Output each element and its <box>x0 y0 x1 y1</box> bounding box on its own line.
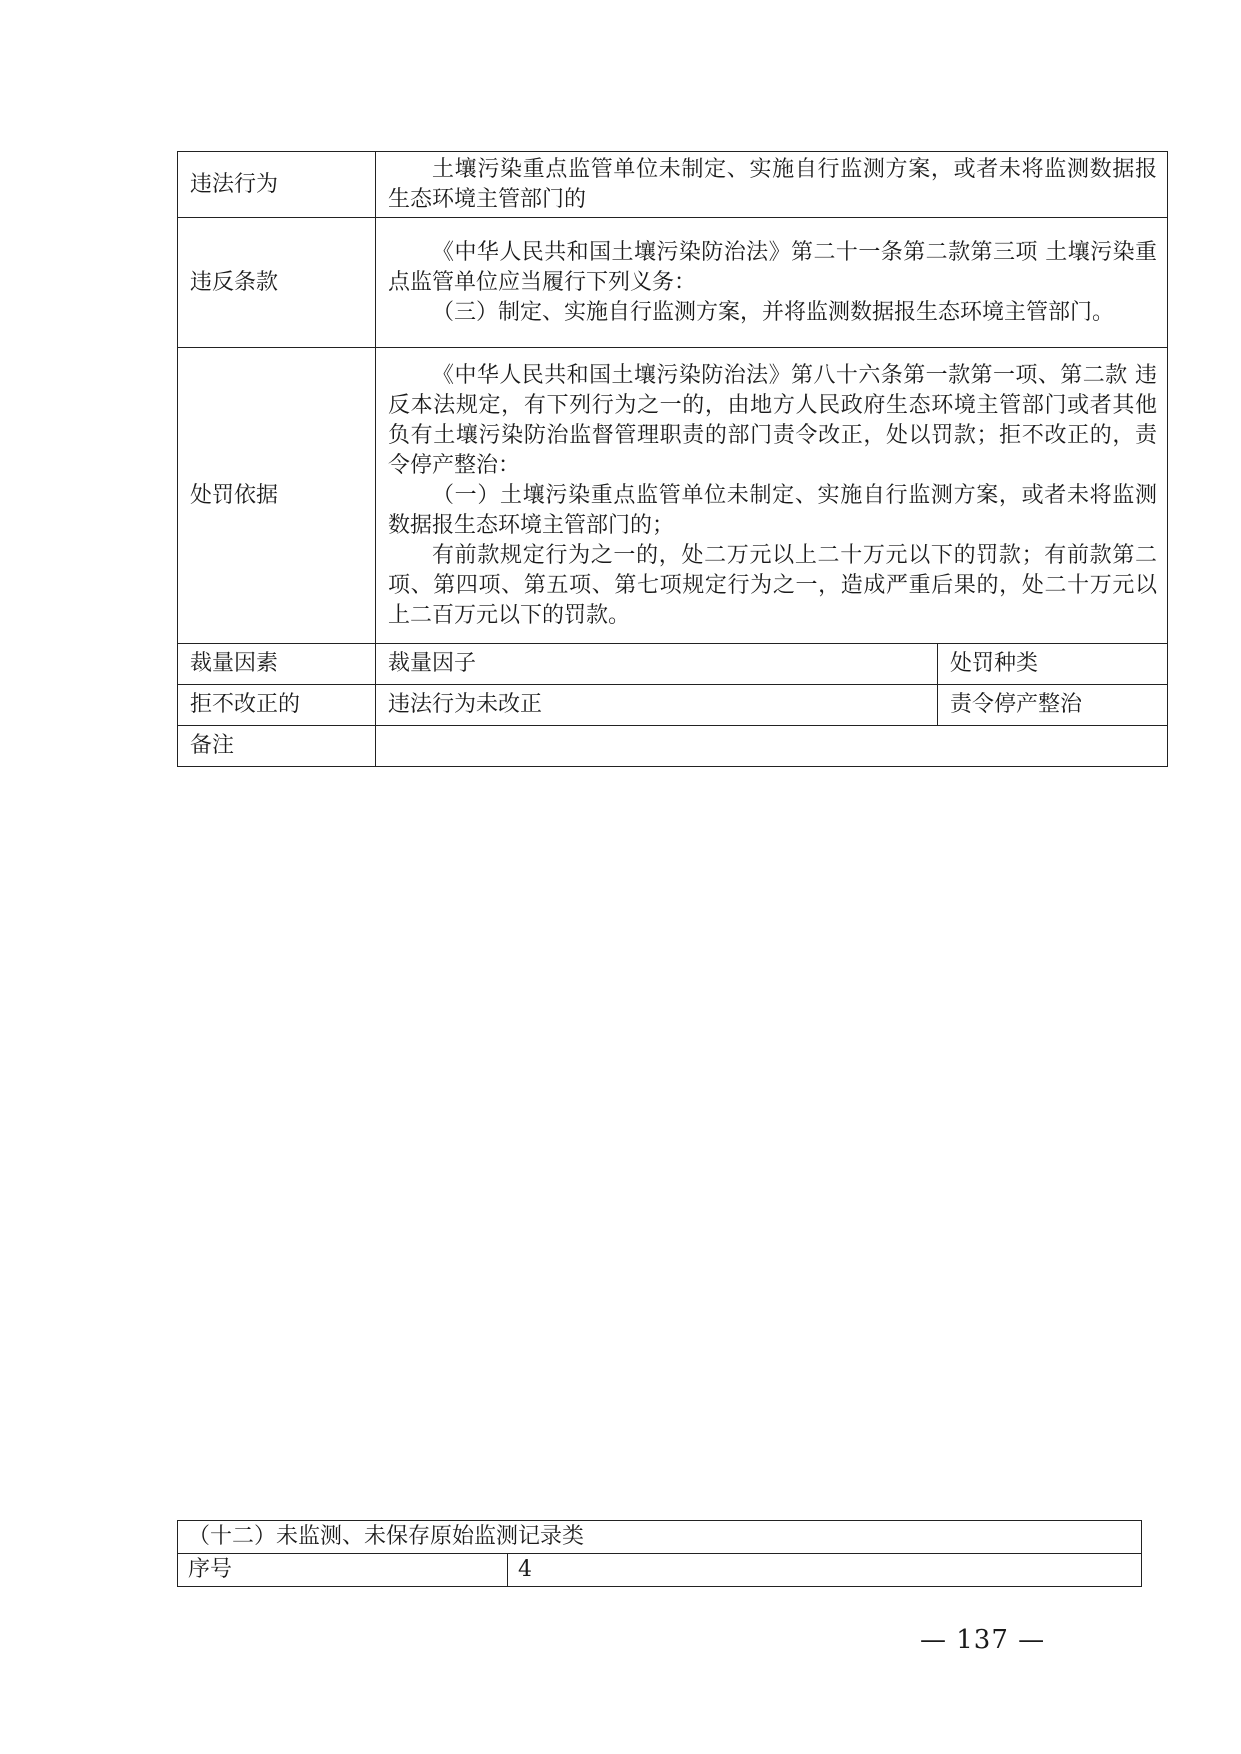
penalty-table <box>177 151 1168 767</box>
section-title: （十二）未监测、未保存原始监测记录类 <box>178 1521 1142 1554</box>
discretion-penalty-type: 责令停产整治 <box>938 685 1168 726</box>
discretion-header-label: 裁量因素 <box>178 644 376 685</box>
discretion-factor: 违法行为未改正 <box>376 685 938 726</box>
violated-clause-text-1: 《中华人民共和国土壤污染防治法》第二十一条第二款第三项 土壤污染重点监管单位应当履行下列义务： <box>388 239 1158 295</box>
row-remarks <box>178 726 1168 767</box>
penalty-basis-content <box>376 348 1168 644</box>
serial-value: 4 <box>508 1554 1142 1587</box>
row-discretion-header <box>178 644 1168 685</box>
penalty-basis-text-3: 有前款规定行为之一的，处二万元以上二十万元以下的罚款；有前款第二项、第四项、第五项、第七项规定行为之一，造成严重后果的，处二十万元以上二百万元以下的罚款。 <box>388 542 1158 628</box>
remarks-value <box>376 726 1168 767</box>
next-section-table <box>177 1520 1142 1587</box>
row-section-title <box>178 1521 1142 1554</box>
row-violation <box>178 152 1168 218</box>
discretion-header-penalty-type: 处罚种类 <box>938 644 1168 685</box>
violation-content <box>376 152 1168 218</box>
violated-clause-label: 违反条款 <box>178 218 376 348</box>
row-discretion <box>178 685 1168 726</box>
violated-clause-text-2: （三）制定、实施自行监测方案，并将监测数据报生态环境主管部门。 <box>432 299 1115 325</box>
penalty-basis-text-2: （一）土壤污染重点监管单位未制定、实施自行监测方案，或者未将监测数据报生态环境主管部门的； <box>388 482 1158 538</box>
violation-text: 土壤污染重点监管单位未制定、实施自行监测方案，或者未将监测数据报生态环境主管部门的 <box>388 156 1158 212</box>
row-violated-clause <box>178 218 1168 348</box>
serial-label: 序号 <box>178 1554 508 1587</box>
penalty-basis-text-1: 《中华人民共和国土壤污染防治法》第八十六条第一款第一项、第二款 违反本法规定，有下列行为之一的，由地方人民政府生态环境主管部门或者其他负有土壤污染防治监督管理职责的部门责令改正，处以罚款；拒不改正的，责令停产整治： <box>388 362 1158 478</box>
violated-clause-content <box>376 218 1168 348</box>
discretion-label: 拒不改正的 <box>178 685 376 726</box>
remarks-label: 备注 <box>178 726 376 767</box>
penalty-basis-label: 处罚依据 <box>178 348 376 644</box>
discretion-header-factor: 裁量因子 <box>376 644 938 685</box>
violation-label: 违法行为 <box>178 152 376 218</box>
row-serial <box>178 1554 1142 1587</box>
page-number: — 137 — <box>920 1625 1046 1655</box>
row-penalty-basis <box>178 348 1168 644</box>
